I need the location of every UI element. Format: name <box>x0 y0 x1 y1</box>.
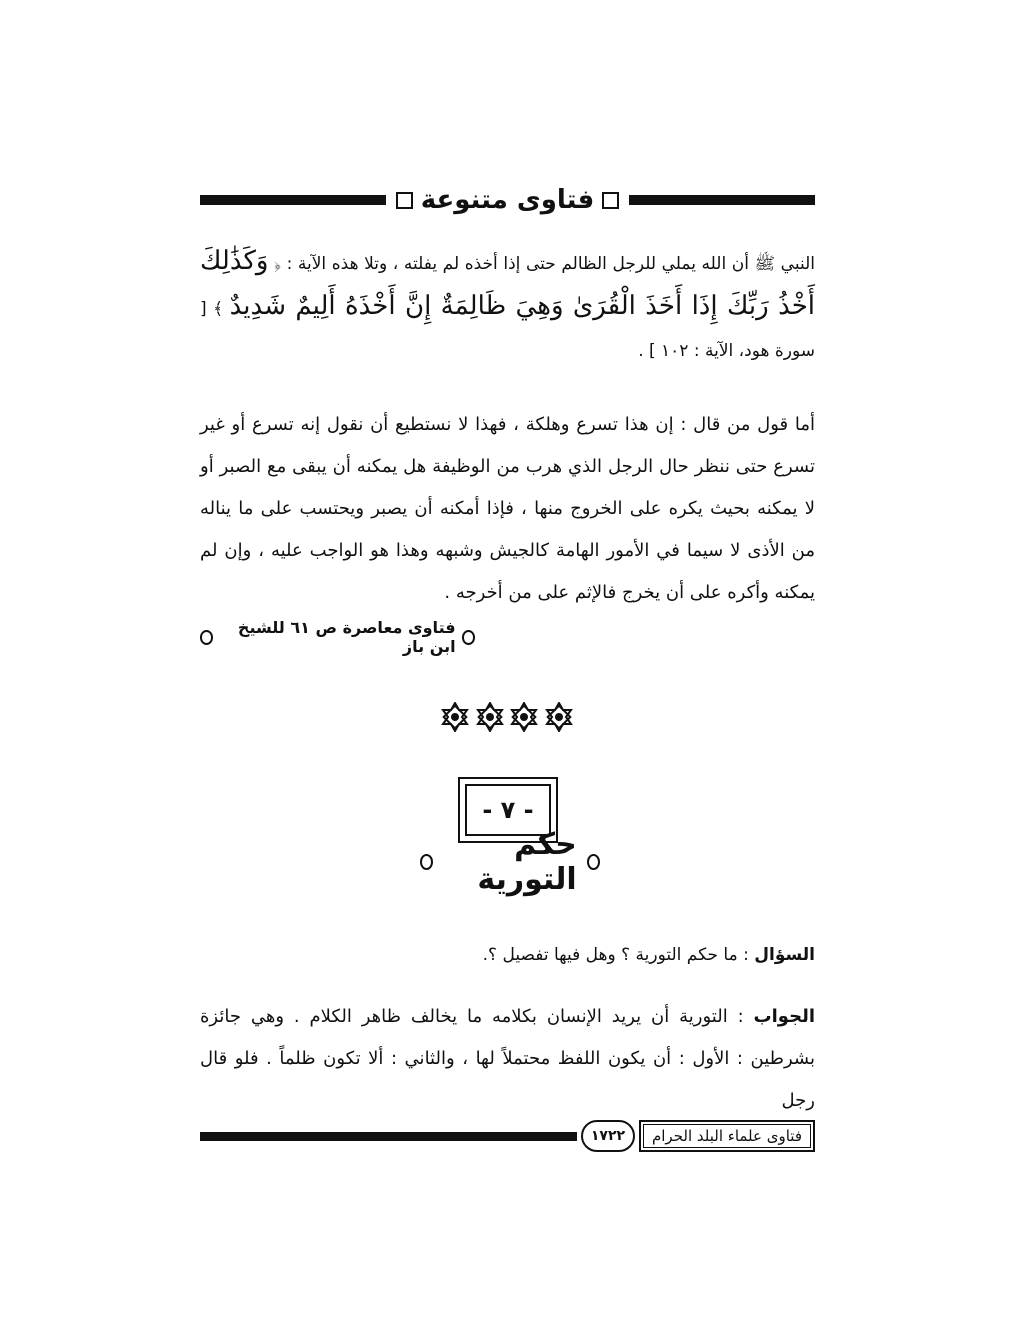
header-rule-right <box>629 195 815 205</box>
question-line <box>200 940 815 970</box>
fatwa-number: - ٧ - <box>465 784 551 836</box>
answer-label: الجواب <box>753 1006 815 1027</box>
section-title <box>420 827 600 897</box>
source-reference <box>200 618 815 656</box>
star-ornament-icon <box>440 702 470 732</box>
ornament-divider <box>440 702 574 732</box>
running-footer <box>200 1118 815 1154</box>
hadith-intro-text: النبي ﷺ أن الله يملي للرجل الظالم حتى إذا أخذه لم يفلته ، وتلا هذه الآية : ﴿ <box>274 254 816 274</box>
question-label: السؤال <box>754 945 815 965</box>
star-ornament-icon <box>475 702 505 732</box>
footer-rule <box>200 1132 577 1141</box>
question-text: : ما حكم التورية ؟ وهل فيها تفصيل ؟. <box>482 945 749 965</box>
star-ornament-icon <box>509 702 539 732</box>
page-number: ١٧٢٢ <box>581 1120 635 1152</box>
header-title-group <box>386 185 630 215</box>
circle-bullet-icon <box>462 630 475 645</box>
square-bullet-icon <box>396 192 413 209</box>
source-text: فتاوى معاصرة ص ٦١ للشيخ ابن باز <box>237 618 456 656</box>
star-ornament-icon <box>544 702 574 732</box>
circle-bullet-icon <box>587 854 600 870</box>
footer-book-box <box>639 1120 815 1152</box>
answer-paragraph <box>200 996 815 1122</box>
footer-book-title: فتاوى علماء البلد الحرام <box>643 1124 811 1148</box>
header-title: فتاوى متنوعة <box>420 185 595 215</box>
source-reference-group <box>200 618 475 656</box>
answer-text: : التورية أن يريد الإنسان بكلامه ما يخالف ظاهر الكلام . وهي جائزة بشرطين : الأول : أن يكون اللفظ محتملاً لها ، والثاني : ألا تكون ظلماً . فلو قال رجل <box>200 1006 815 1111</box>
header-rule-left <box>200 195 386 205</box>
verse-citation: ﴾ [ سورة هود، الآية : ١٠٢ ] . <box>200 299 815 361</box>
running-header <box>200 180 815 220</box>
circle-bullet-icon <box>200 630 213 645</box>
square-bullet-icon <box>602 192 619 209</box>
ruling-paragraph: أما قول من قال : إن هذا تسرع وهلكة ، فهذا لا نستطيع أن نقول إنه تسرع أو غير تسرع حتى ننظر حال الرجل الذي هرب من الوظيفة هل يمكنه أن يبقى مع الصبر أو لا يمكنه بحيث يكره على الخروج منها ، فإذا أمكنه أن يصبر ويحتسب على ما يناله من الأذى لا سيما في الأمور الهامة كالجيش وشبهه وهذا هو الواجب عليه ، وإن لم يمكنه وأكره على أن يخرج فالإثم على من أخرجه . <box>200 414 815 603</box>
hadith-paragraph <box>200 240 815 372</box>
quran-verse: وَكَذَٰلِكَ أَخْذُ رَبِّكَ إِذَا أَخَذَ الْقُرَىٰ وَهِيَ ظَالِمَةٌ إِنَّ أَخْذَهُ أَلِيمٌ شَدِيدٌ <box>200 246 816 321</box>
section-title-text: حكم التورية <box>477 827 577 897</box>
circle-bullet-icon <box>420 854 433 870</box>
